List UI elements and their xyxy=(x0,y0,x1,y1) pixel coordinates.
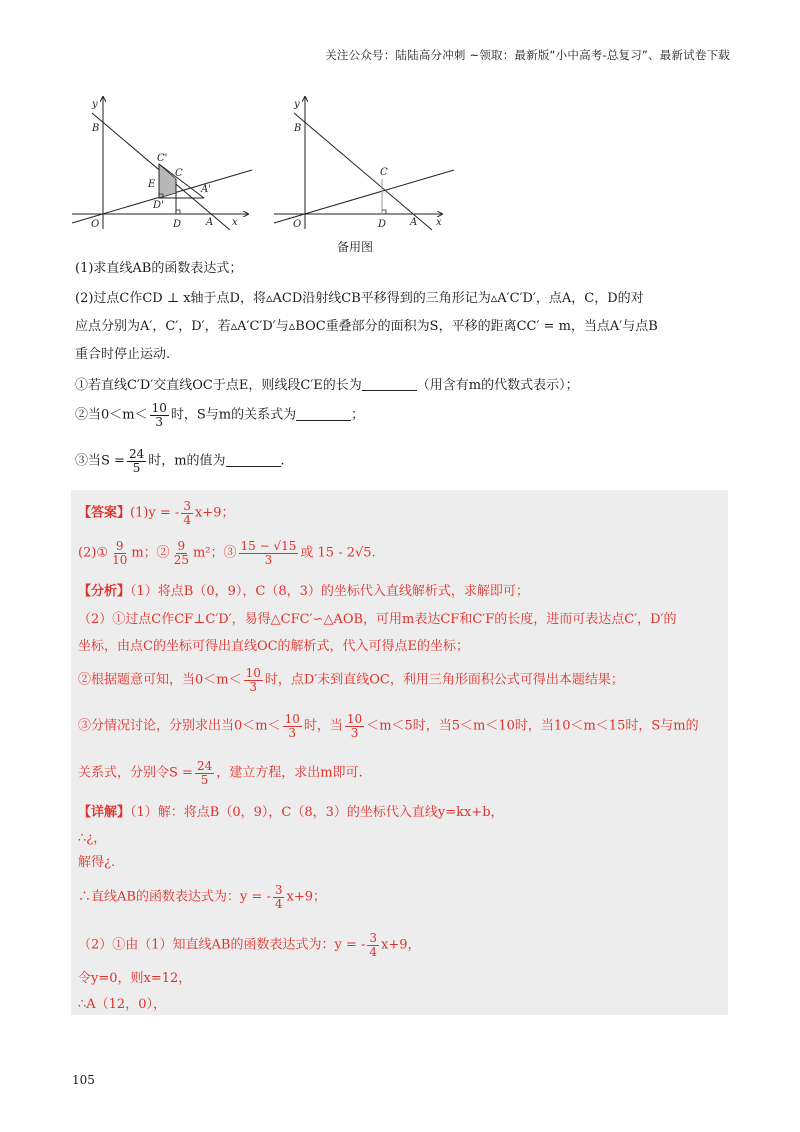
label-a: A xyxy=(206,217,214,228)
analysis-line-6 xyxy=(78,760,363,786)
numerator: 3 xyxy=(274,883,283,897)
question-2-line-2: 应点分别为A′，C′，D′，若▵A′C′D′与▵BOC重叠部分的面积为S，平移的距离CC′ = m，当点A′与点B xyxy=(75,319,658,334)
denominator: 3 xyxy=(155,414,164,429)
answer-blank xyxy=(226,452,281,467)
fraction xyxy=(283,713,302,739)
fraction xyxy=(273,884,285,910)
denominator: 3 xyxy=(288,725,297,740)
analysis-line-3: 坐标，由点C的坐标可得出直线OC的解析式，代入可得点E的坐标； xyxy=(78,639,470,654)
analysis-5-mid: 时，当 xyxy=(303,718,343,734)
label-e: E xyxy=(148,179,156,190)
figure-caption: 备用图 xyxy=(337,240,374,254)
denominator: 25 xyxy=(173,552,189,567)
detail-4-text: ∴直线AB的函数表达式为：y = - xyxy=(78,889,271,905)
fraction xyxy=(127,448,146,474)
detail-5-text: （2）①由（1）知直线AB的函数表达式为：y = - xyxy=(78,937,366,953)
detail-line-7: ∴A（12，0）， xyxy=(78,997,166,1012)
analysis-6-end: ，建立方程，求出m即可. xyxy=(216,765,363,781)
question-2b-end: ； xyxy=(351,407,365,423)
denominator: 10 xyxy=(112,552,128,567)
fraction xyxy=(150,402,169,428)
fraction xyxy=(181,500,193,526)
label-y: y xyxy=(294,99,300,110)
page-header: 关注公众号：陆陆高分冲刺 ~领取：最新版“小中高考-总复习”、最新试卷下载 xyxy=(325,48,730,62)
analysis-line-2: （2）①过点C作CF⊥C′D′，易得△CFC′∽△AOB，可用m表达CF和C′F的长度，进而可表达点C′，D′的 xyxy=(78,612,677,627)
label-a: A xyxy=(410,217,418,228)
answer-line-2 xyxy=(78,540,376,566)
page-number: 105 xyxy=(72,1073,95,1087)
answer-1-text: (1)y = - xyxy=(130,505,180,521)
question-2b-text-2: 时，S与m的关系式为 xyxy=(170,407,297,423)
analysis-1-text: （1）将点B（0，9），C（8，3）的坐标代入直线解析式，求解即可； xyxy=(130,584,529,599)
analysis-line-5 xyxy=(78,713,699,739)
question-2b-text: ②当0＜m＜ xyxy=(75,407,148,423)
question-2a-note: （用含有m的代数式表示）； xyxy=(416,378,579,393)
detail-1-text: （1）解：将点B（0，9），C（8，3）的坐标代入直线y=kx+b， xyxy=(130,805,504,820)
numerator: 10 xyxy=(284,712,300,726)
question-2c xyxy=(75,448,285,474)
coordinate-figure-spare xyxy=(270,95,460,235)
detail-line-2: ∴¿， xyxy=(78,831,107,846)
fraction xyxy=(239,540,299,566)
label-d: D xyxy=(378,219,387,230)
label-x: x xyxy=(232,217,238,228)
numerator: 15 − √15 xyxy=(240,539,297,553)
denominator: 3 xyxy=(249,679,258,694)
right-angle-mark-d xyxy=(382,210,386,214)
fraction xyxy=(367,932,379,958)
answer-2-text: (2)① xyxy=(78,545,109,561)
detail-5-end: x+9， xyxy=(381,937,421,953)
numerator: 9 xyxy=(115,539,124,553)
denominator: 4 xyxy=(369,944,378,959)
line-ab xyxy=(294,113,432,230)
denominator: 5 xyxy=(200,772,209,787)
denominator: 4 xyxy=(274,896,283,911)
numerator: 3 xyxy=(369,931,378,945)
analysis-6-text: 关系式，分别令S = xyxy=(78,765,193,781)
right-angle-mark-d xyxy=(176,210,180,214)
analysis-4-text: ②根据题意可知，当0＜m＜ xyxy=(78,672,242,688)
analysis-4-end: 时，点D′未到直线OC，利用三角形面积公式可得出本题结果； xyxy=(264,672,624,688)
overlap-region xyxy=(159,164,176,198)
answer-1-end: x+9； xyxy=(194,505,235,521)
fraction xyxy=(110,540,129,566)
denominator: 5 xyxy=(132,460,141,475)
detail-line-4 xyxy=(78,884,326,910)
detail-line-6: 令y=0，则x=12， xyxy=(78,971,192,986)
numerator: 10 xyxy=(245,666,261,680)
label-x: x xyxy=(436,217,442,228)
label-b: B xyxy=(294,123,302,134)
detail-line-3: 解得¿. xyxy=(78,855,116,870)
answer-line-1 xyxy=(78,500,234,526)
answer-tag: 【答案】 xyxy=(78,505,131,521)
detail-tag: 【详解】 xyxy=(78,805,131,820)
detail-line-5 xyxy=(78,932,421,958)
question-2c-text-2: 时，m的值为 xyxy=(148,453,226,469)
denominator: 3 xyxy=(350,725,359,740)
question-1: (1)求直线AB的函数表达式； xyxy=(75,261,243,276)
detail-4-end: x+9； xyxy=(286,889,326,905)
label-d-prime: D' xyxy=(153,200,164,211)
fraction xyxy=(172,540,191,566)
numerator: 10 xyxy=(151,401,167,415)
analysis-5-end: ＜m＜5时，当5＜m＜10时，当10＜m＜15时，S与m的 xyxy=(366,718,699,734)
label-d: D xyxy=(173,219,182,230)
fraction xyxy=(195,760,214,786)
analysis-5-text: ③分情况讨论，分别求出当0＜m＜ xyxy=(78,718,281,734)
question-2a-text: ①若直线C′D′交直线OC于点E，则线段C′E的长为 xyxy=(75,378,362,393)
numerator: 9 xyxy=(177,539,186,553)
question-2c-end: . xyxy=(280,453,285,469)
numerator: 10 xyxy=(346,712,363,726)
fraction xyxy=(345,713,364,739)
answer-2-m1: m；② xyxy=(131,545,170,561)
fraction xyxy=(244,667,263,693)
coordinate-figure-main xyxy=(68,95,258,235)
label-c: C xyxy=(175,168,183,179)
question-2a xyxy=(75,376,579,392)
label-b: B xyxy=(92,123,100,134)
question-2c-text: ③当S = xyxy=(75,453,125,469)
answer-2-m2: m²；③ xyxy=(192,545,237,561)
numerator: 24 xyxy=(196,759,213,773)
denominator: 4 xyxy=(183,512,191,527)
numerator: 24 xyxy=(128,447,145,461)
line-oc xyxy=(274,170,454,223)
analysis-tag: 【分析】 xyxy=(78,584,131,599)
label-y: y xyxy=(92,99,98,110)
label-o: O xyxy=(91,219,100,230)
question-2-line-1: (2)过点C作CD ⊥ x轴于点D，将▵ACD沿射线CB平移得到的三角形记为▵A′C′D′，点A，C，D的对 xyxy=(75,291,644,306)
label-a-prime: A' xyxy=(201,184,211,195)
analysis-line-1 xyxy=(78,585,529,598)
question-2-line-3: 重合时停止运动. xyxy=(75,347,171,362)
answer-blank xyxy=(362,376,417,391)
question-2b xyxy=(75,402,364,428)
numerator: 3 xyxy=(183,499,191,513)
analysis-line-4 xyxy=(78,667,624,693)
label-c-prime: C' xyxy=(157,153,168,164)
label-c: C xyxy=(380,167,388,178)
label-o: O xyxy=(293,219,302,230)
answer-2-end: 或 15 - 2√5. xyxy=(300,545,376,561)
answer-blank xyxy=(296,406,351,421)
detail-line-1 xyxy=(78,806,504,819)
denominator: 3 xyxy=(264,552,273,567)
